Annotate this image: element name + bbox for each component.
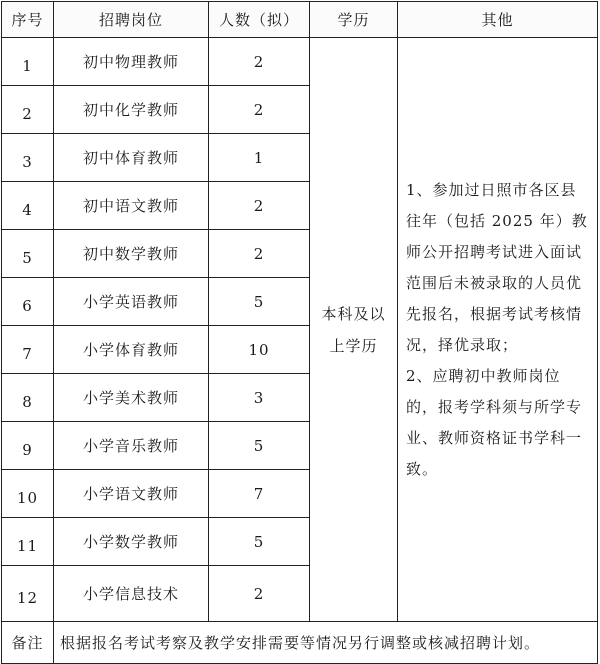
header-other: 其他 [398,2,598,38]
row-seq: 8 [2,374,54,422]
row-count: 2 [209,86,310,134]
row-position: 初中化学教师 [54,86,209,134]
row-count: 5 [209,422,310,470]
row-count: 2 [209,38,310,86]
row-position: 初中语文教师 [54,182,209,230]
row-seq: 4 [2,182,54,230]
other-requirements-cell [398,38,598,622]
row-seq: 3 [2,134,54,182]
note-text: 根据报名考试考察及教学安排需要等情况另行调整或核减招聘计划。 [54,622,598,664]
row-seq: 11 [2,518,54,566]
row-count: 10 [209,326,310,374]
row-seq: 1 [2,38,54,86]
header-seq: 序号 [2,2,54,38]
note-label: 备注 [2,622,54,664]
table-row [2,38,598,86]
table-header-row [2,2,598,38]
row-seq: 5 [2,230,54,278]
row-count: 2 [209,182,310,230]
education-cell: 本科及以上学历 [310,38,398,622]
row-position: 小学英语教师 [54,278,209,326]
row-seq: 7 [2,326,54,374]
row-position: 小学数学教师 [54,518,209,566]
row-seq: 6 [2,278,54,326]
row-count: 2 [209,566,310,622]
row-position: 小学体育教师 [54,326,209,374]
row-position: 初中体育教师 [54,134,209,182]
row-count: 5 [209,518,310,566]
header-count: 人数（拟） [209,2,310,38]
row-seq: 2 [2,86,54,134]
row-position: 小学美术教师 [54,374,209,422]
row-position: 初中物理教师 [54,38,209,86]
recruitment-table [1,1,598,664]
other-requirement-1: 1、参加过日照市各区县往年（包括 2025 年）教师公开招聘考试进入面试范围后未被录取的人员优先报名，根据考试考核情况，择优录取； [406,180,588,354]
row-count: 7 [209,470,310,518]
row-position: 小学语文教师 [54,470,209,518]
row-count: 3 [209,374,310,422]
row-seq: 10 [2,470,54,518]
row-count: 5 [209,278,310,326]
row-count: 1 [209,134,310,182]
other-requirement-2: 2、应聘初中教师岗位的，报考学科须与所学专业、教师资格证书学科一致。 [406,366,583,478]
header-education: 学历 [310,2,398,38]
note-row [2,622,598,664]
header-position: 招聘岗位 [54,2,209,38]
row-position: 小学信息技术 [54,566,209,622]
row-position: 初中数学教师 [54,230,209,278]
row-count: 2 [209,230,310,278]
row-position: 小学音乐教师 [54,422,209,470]
row-seq: 9 [2,422,54,470]
row-seq: 12 [2,566,54,622]
